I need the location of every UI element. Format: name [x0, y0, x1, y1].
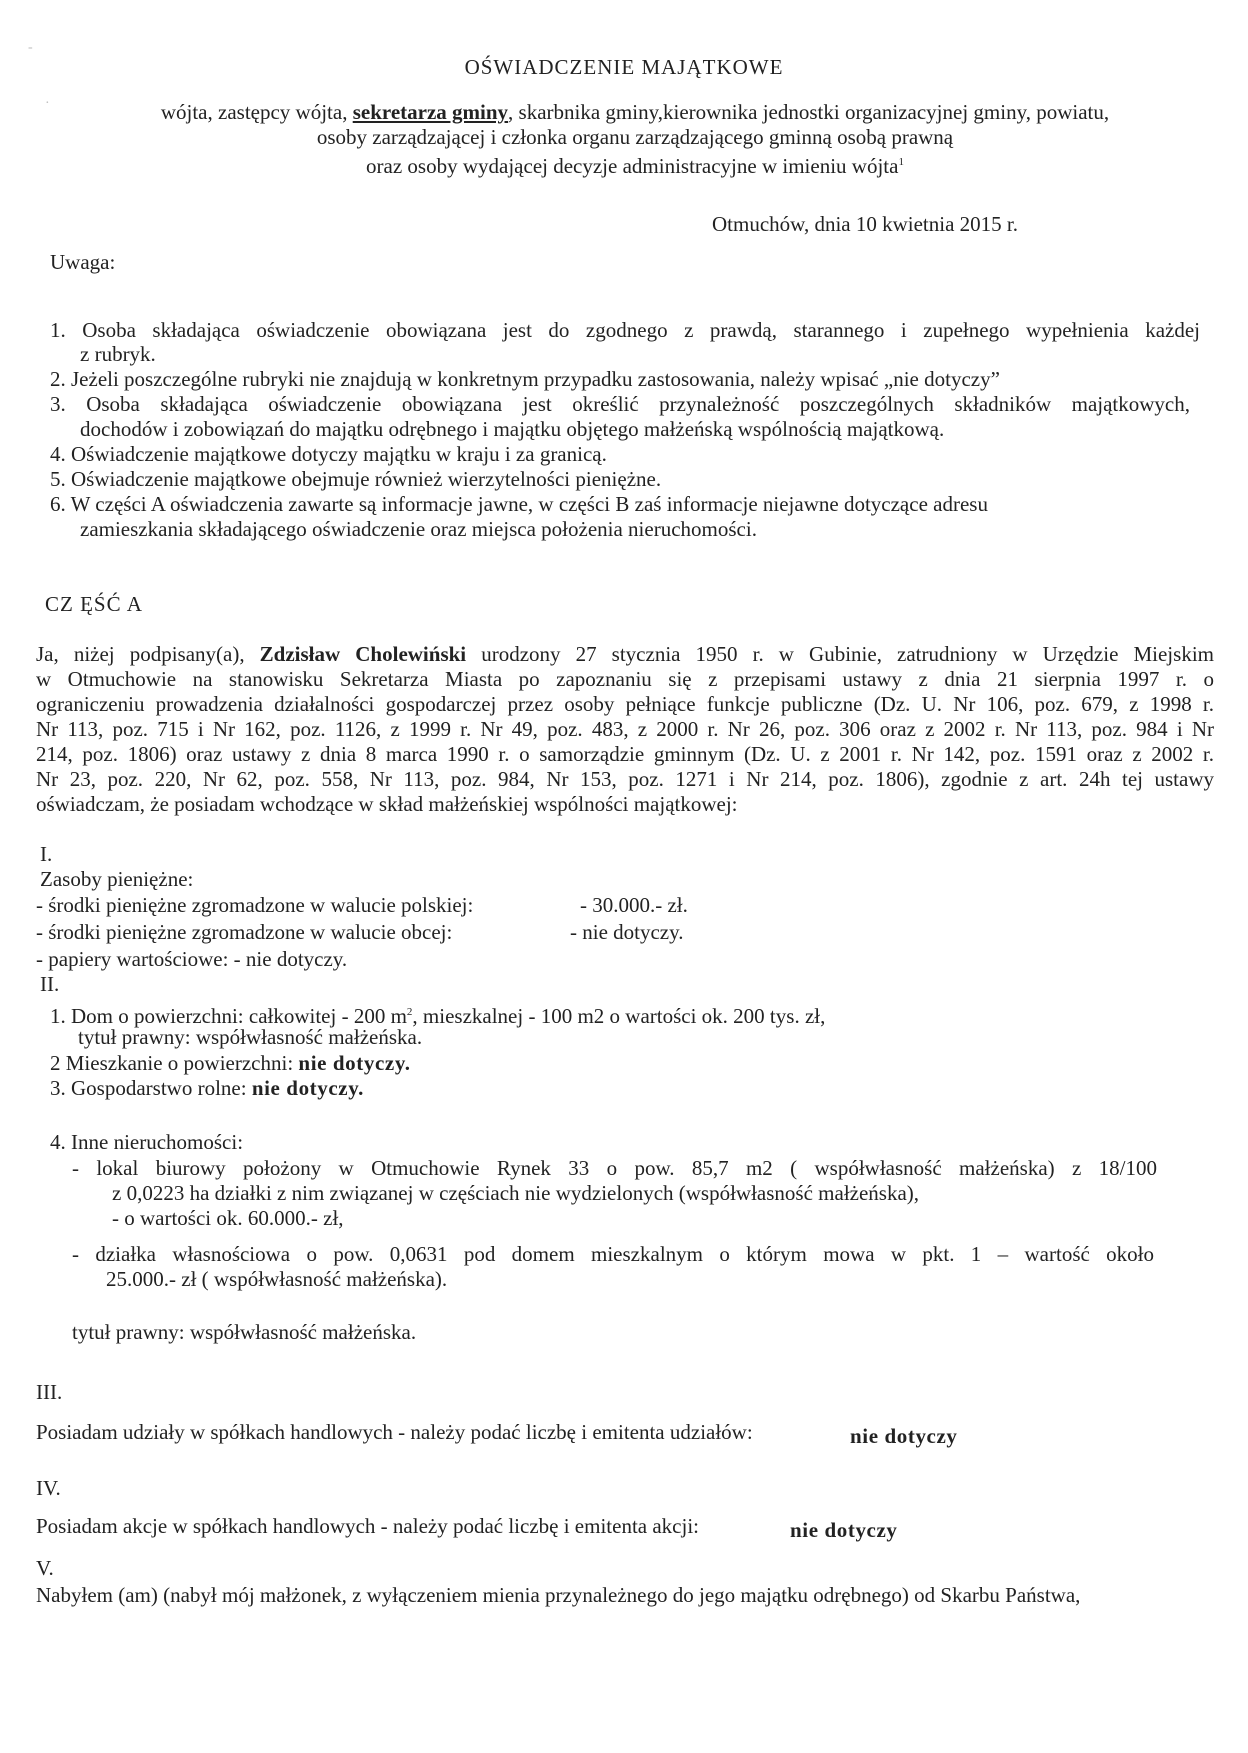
intro-line-4: Nr 113, poz. 715 i Nr 162, poz. 1126, z 1999 r. Nr 49, poz. 483, z 2000 r. Nr 26, poz. 306 oraz z 2002 r. Nr 113, poz. 984 i Nr [36, 717, 1214, 741]
farm-label: 3. Gospodarstwo rolne: [50, 1076, 247, 1100]
apartment-label: 2 Mieszkanie o powierzchni: [50, 1051, 294, 1075]
uwaga-label: Uwaga: [50, 250, 116, 274]
cash-foreign: - środki pieniężne zgromadzone w walucie obcej: [36, 920, 453, 944]
intro-line-1-rest: urodzony 27 stycznia 1950 r. w Gubinie, zatrudniony w Urzędzie Miejskim [466, 642, 1214, 666]
apartment-value: nie dotyczy. [298, 1051, 411, 1075]
farm-value: nie dotyczy. [251, 1076, 365, 1100]
note-4: 4. Oświadczenie majątkowe dotyczy majątku w kraju i za granicą. [50, 442, 607, 466]
intro-line-7: oświadczam, że posiadam wchodzące w skład małżeńskiej wspólności majątkowej: [36, 792, 738, 816]
section-2-number: II. [40, 972, 60, 996]
securities: - papiery wartościowe: - nie dotyczy. [36, 947, 348, 971]
intro-line-3: ograniczeniu prowadzenia działalności gospodarczej przez osoby pełniące funkcje publiczne (Dz. U. Nr 106, poz. 679, z 1998 r. [36, 692, 1214, 716]
section-5-number: V. [36, 1556, 54, 1580]
subtitle-pre: wójta, zastępcy wójta, [160, 100, 353, 124]
apartment [50, 1051, 411, 1076]
note-2: 2. Jeżeli poszczególne rubryki nie znajdują w konkretnym przypadku zastosowania, należy wpisać „nie dotyczy” [50, 367, 1000, 391]
intro-pre: Ja, niżej podpisany(a), [36, 642, 260, 666]
cash-pln: - środki pieniężne zgromadzone w walucie polskiej: [36, 893, 474, 917]
subtitle-bold: sekretarza gminy [352, 100, 509, 124]
office-line-3: - o wartości ok. 60.000.- zł, [112, 1206, 344, 1230]
note-1: 1. Osoba składająca oświadczenie obowiązana jest do zgodnego z prawdą, starannego i zupełnego wypełnienia każdej [50, 318, 1200, 342]
shares-value: nie dotyczy [850, 1424, 958, 1448]
stocks-value: nie dotyczy [790, 1518, 898, 1542]
note-6-cont: zamieszkania składającego oświadczenie oraz miejsca położenia nieruchomości. [80, 517, 757, 541]
plot-line-1: - działka własnościowa o pow. 0,0631 pod domem mieszkalnym o którym mowa w pkt. 1 – wartość około [72, 1242, 1154, 1266]
subtitle-line-1 [60, 100, 1210, 125]
section-4-number: IV. [36, 1476, 61, 1500]
house-area-text: 1. Dom o powierzchni: całkowitej - 200 m [50, 1004, 407, 1028]
superscript: 2 [406, 1006, 413, 1018]
house-area-rest: , mieszkalnej - 100 m2 o wartości ok. 200 tys. zł, [412, 1004, 826, 1028]
cash-foreign-value: - nie dotyczy. [570, 920, 684, 944]
office-line-2: z 0,0223 ha działki z nim związanej w częściach nie wydzielonych (współwłasność małżeńska), [112, 1181, 920, 1205]
subtitle-line-3-text: oraz osoby wydającej decyzje administracyjne w imieniu wójta [366, 154, 899, 178]
declarant-name: Zdzisław Cholewiński [259, 642, 467, 666]
note-3: 3. Osoba składająca oświadczenie obowiązana jest określić przynależność poszczególnych składników majątkowych, [50, 392, 1190, 416]
office-line-1: - lokal biurowy położony w Otmuchowie Rynek 33 o pow. 85,7 m2 ( współwłasność małżeńska) z 18/100 [72, 1156, 1157, 1180]
intro-line-1 [36, 642, 1214, 667]
footnote-marker: 1 [898, 156, 904, 168]
note-1-cont: z rubryk. [80, 342, 156, 366]
shares-text: Posiadam udziały w spółkach handlowych - należy podać liczbę i emitenta udziałów: [36, 1420, 753, 1444]
subtitle-line-2: osoby zarządzającej i członka organu zarządzającego gminną osobą prawną [316, 125, 954, 149]
subtitle-post: , skarbnika gminy,kierownika jednostki organizacyjnej gminy, powiatu, [508, 100, 1110, 124]
place-date: Otmuchów, dnia 10 kwietnia 2015 r. [712, 212, 1019, 236]
subtitle-line-3 [60, 150, 1210, 179]
legal-title: tytuł prawny: współwłasność małżeńska. [72, 1320, 417, 1344]
section-1-label: Zasoby pieniężne: [40, 867, 194, 891]
cash-pln-value: - 30.000.- zł. [580, 893, 688, 917]
document-title: OŚWIADCZENIE MAJĄTKOWE [464, 55, 784, 79]
note-6: 6. W części A oświadczenia zawarte są informacje jawne, w części B zaś informacje niejawne dotyczące adresu [50, 492, 988, 516]
scan-mark: - [28, 40, 33, 55]
section-3-number: III. [36, 1380, 63, 1404]
intro-line-2: w Otmuchowie na stanowisku Sekretarza Miasta po zapoznaniu się z przepisami ustawy z dnia 21 sierpnia 1997 r. o [36, 667, 1214, 691]
note-5: 5. Oświadczenie majątkowe obejmuje również wierzytelności pieniężne. [50, 467, 662, 491]
house-title: tytuł prawny: współwłasność małżeńska. [78, 1025, 423, 1049]
note-3-cont: dochodów i zobowiązań do majątku odrębnego i majątku objętego małżeńską wspólnością majątkową. [80, 417, 945, 441]
section-1-number: I. [40, 842, 53, 866]
scan-mark: · [45, 96, 50, 111]
section-5-text: Nabyłem (am) (nabył mój małżonek, z wyłączeniem mienia przynależnego do jego majątku odrębnego) od Skarbu Państwa, [36, 1583, 1081, 1607]
stocks-text: Posiadam akcje w spółkach handlowych - należy podać liczbę i emitenta akcji: [36, 1514, 700, 1538]
part-a-heading: CZ ĘŚĆ A [45, 592, 143, 616]
intro-line-5: 214, poz. 1806) oraz ustawy z dnia 8 marca 1990 r. o samorządzie gminnym (Dz. U. z 2001 r. Nr 142, poz. 1591 oraz z 2002 r. [36, 742, 1214, 766]
other-property-label: 4. Inne nieruchomości: [50, 1130, 244, 1154]
intro-line-6: Nr 23, poz. 220, Nr 62, poz. 558, Nr 113, poz. 984, Nr 153, poz. 1271 i Nr 214, poz. 1806), zgodnie z art. 24h tej ustawy [36, 767, 1214, 791]
farm [50, 1076, 364, 1101]
plot-line-2: 25.000.- zł ( współwłasność małżeńska). [106, 1267, 448, 1291]
